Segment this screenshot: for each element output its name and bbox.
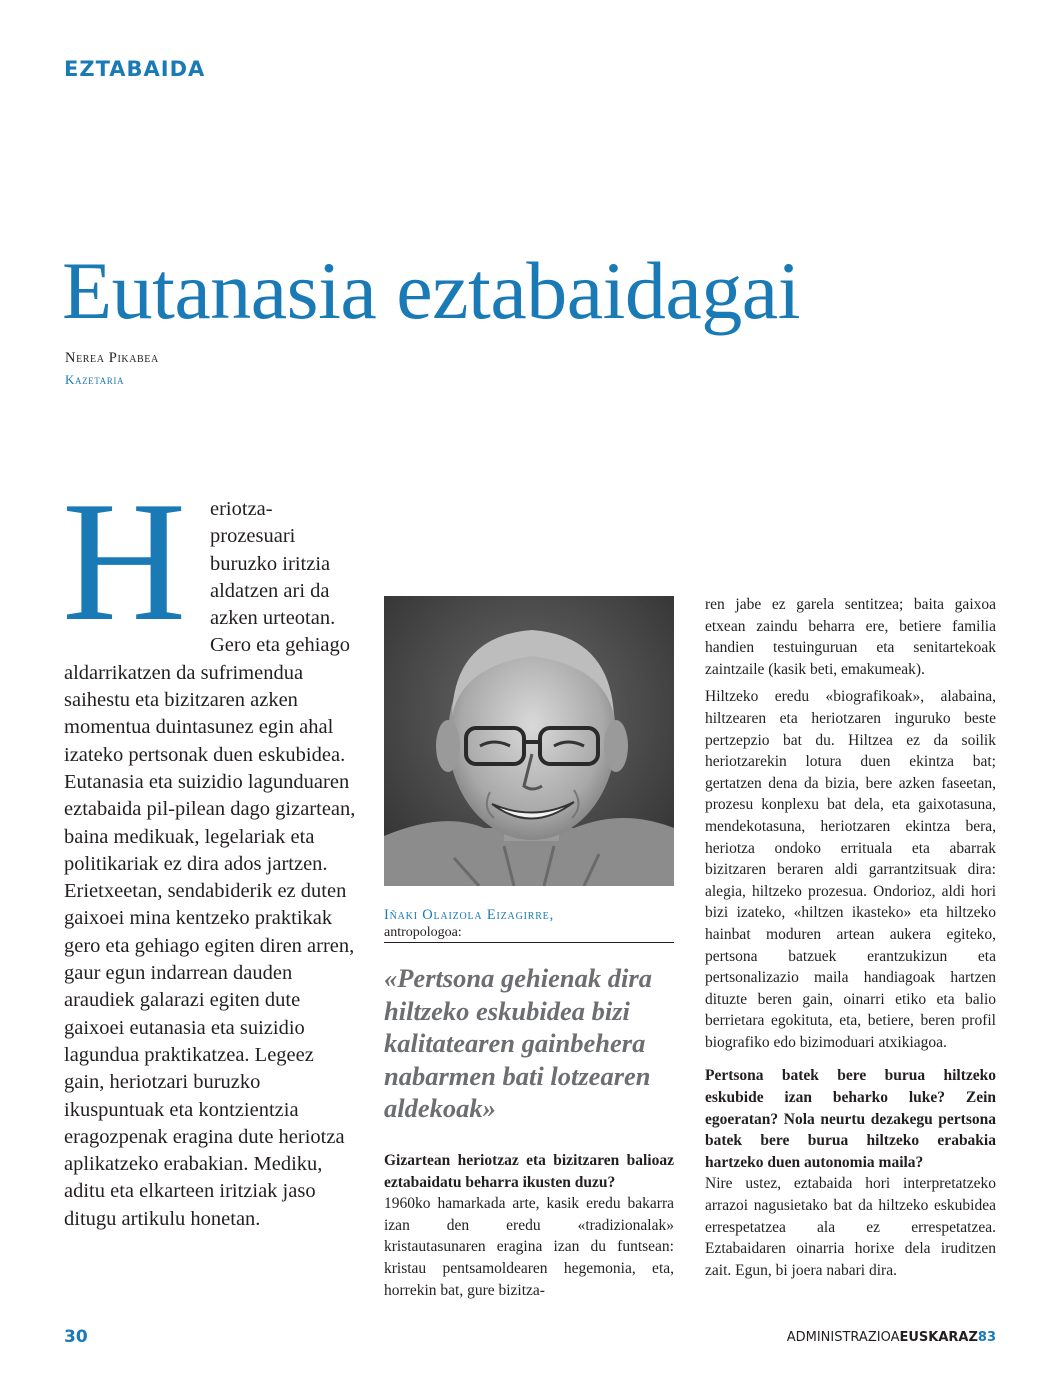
answer-1-part-2: ren jabe ez garela sentitzea; baita gaixoa etxean zaindu beharra ere, betiere familia handien testuinguruan eta senitartekoak zaintzaile (kasik beti, emakumeak). (705, 596, 996, 678)
answer-1-part-1: 1960ko hamarkada arte, kasik eredu bakarra izan den eredu «tradizionalak» kristautasunaren eragina izan du funtsean: kristau pentsamoldearen hegemonia, eta, horrekin bat, gure bizitza- (384, 1195, 674, 1299)
section-label: EZTABAIDA (64, 57, 206, 81)
answer-2: Nire ustez, eztabaida hori interpretatzeko arrazoi nagusietako bat da hiltzeko eskubidea errespetatzea ala ez errespetatzea. Eztabaidaren oinarria horixe dela iruditzen zait. Egun, bi joera nabari dira. (705, 1175, 996, 1279)
question-2: Pertsona batek bere burua hiltzeko eskubide izan beharko luke? Zein egoeratan? Nola neurtu dezakegu pertsona batek bere burua hiltzeko erabakia hartzeko duen autonomia maila? (705, 1067, 996, 1171)
intro-text: eriotza-prozesuari buruzko iritzia aldatzen ari da azken urteotan. Gero eta gehiago aldarrikatzen da sufrimendua saihestu eta bizitzaren azken momentua duintasunez egin ahal izateko pertsonak duen eskubidea. Eutanasia eta suizidio lagunduaren eztabaida pil-pilean dago gizartean, baina medikuak, legelariak eta politikariak ez dira ados jartzen. Erietxeetan, sendabiderik ez duten gaixoei mina kentzeko praktikak gero eta gehiago egiten diren arren, gaur egun indarrean dauden araudiek galarazi egiten dute gaixoei eutanasia eta suizidio lagundua praktikatzea. Legeez gain, heriotzari buruzko ikuspuntuak eta kontzientzia eragozpenak eragina dute heriotza aplikatzeko erabakian. Mediku, aditu eta elkarteen iritziak jaso ditugu artikulu honetan. (64, 498, 356, 1230)
pull-quote: «Pertsona gehienak dira hiltzeko eskubidea bizi kalitatearen gainbehera nabarmen bati lotzearen aldekoak» (384, 963, 652, 1123)
interview-column-2 (384, 1150, 674, 1301)
magazine-name-bold: EUSKARAZ (899, 1330, 978, 1345)
interviewee-role: antropologoa: (384, 925, 462, 940)
magazine-footer (787, 1330, 996, 1345)
question-1: Gizartean heriotzaz eta bizitzaren balioaz eztabaidatu beharra ikusten duzu? (384, 1152, 674, 1191)
intro-column (62, 467, 356, 1233)
magazine-name-prefix: ADMINISTRAZIOA (786, 1330, 900, 1345)
interviewee-photo (384, 596, 674, 886)
portrait-image (384, 596, 674, 886)
author-role: Kazetaria (65, 372, 125, 387)
author-name: Nerea Pikabea (65, 350, 159, 366)
dropcap: H (62, 467, 187, 657)
answer-1-part-3: Hiltzeko eredu «biografikoak», alabaina, hiltzearen eta heriotzaren inguruko beste pertzepzio bat du. Hiltzea ez da soilik heriotzarekin lotura duen ekintza bat; gertatzen dena da bizia, bere azken faseetan, prozesu konplexu bat dela, eta gaixotasuna, mendekotasuna, heriotzaren ekintza bera, heriotza ondoko errituala eta abarrak bizitzaren beraren aldi garrantzitsuak dira: alegia, hiltzeko prozesua. Ondorioz, aldi hori bizi izateko, «hiltzen ikasteko» eta hiltzeko hainbat moduren artean aukera egiteko, pertsona batzuek erantzukizun eta pertsonalizazio maila handiagoak hartzen dituzte beren gain, oinarri etiko eta balio berrietara egokituta, eta, betiere, beren profil biografiko edo bizimoduari atxikiagoa. (705, 688, 996, 1051)
interviewee-name: Iñaki Olaizola Eizagirre, (384, 907, 555, 923)
issue-number: 83 (977, 1330, 996, 1345)
page-number: 30 (64, 1327, 88, 1347)
caption-divider (384, 942, 674, 943)
interview-column-3 (705, 594, 996, 1281)
article-title: Eutanasia eztabaidagai (62, 245, 800, 336)
